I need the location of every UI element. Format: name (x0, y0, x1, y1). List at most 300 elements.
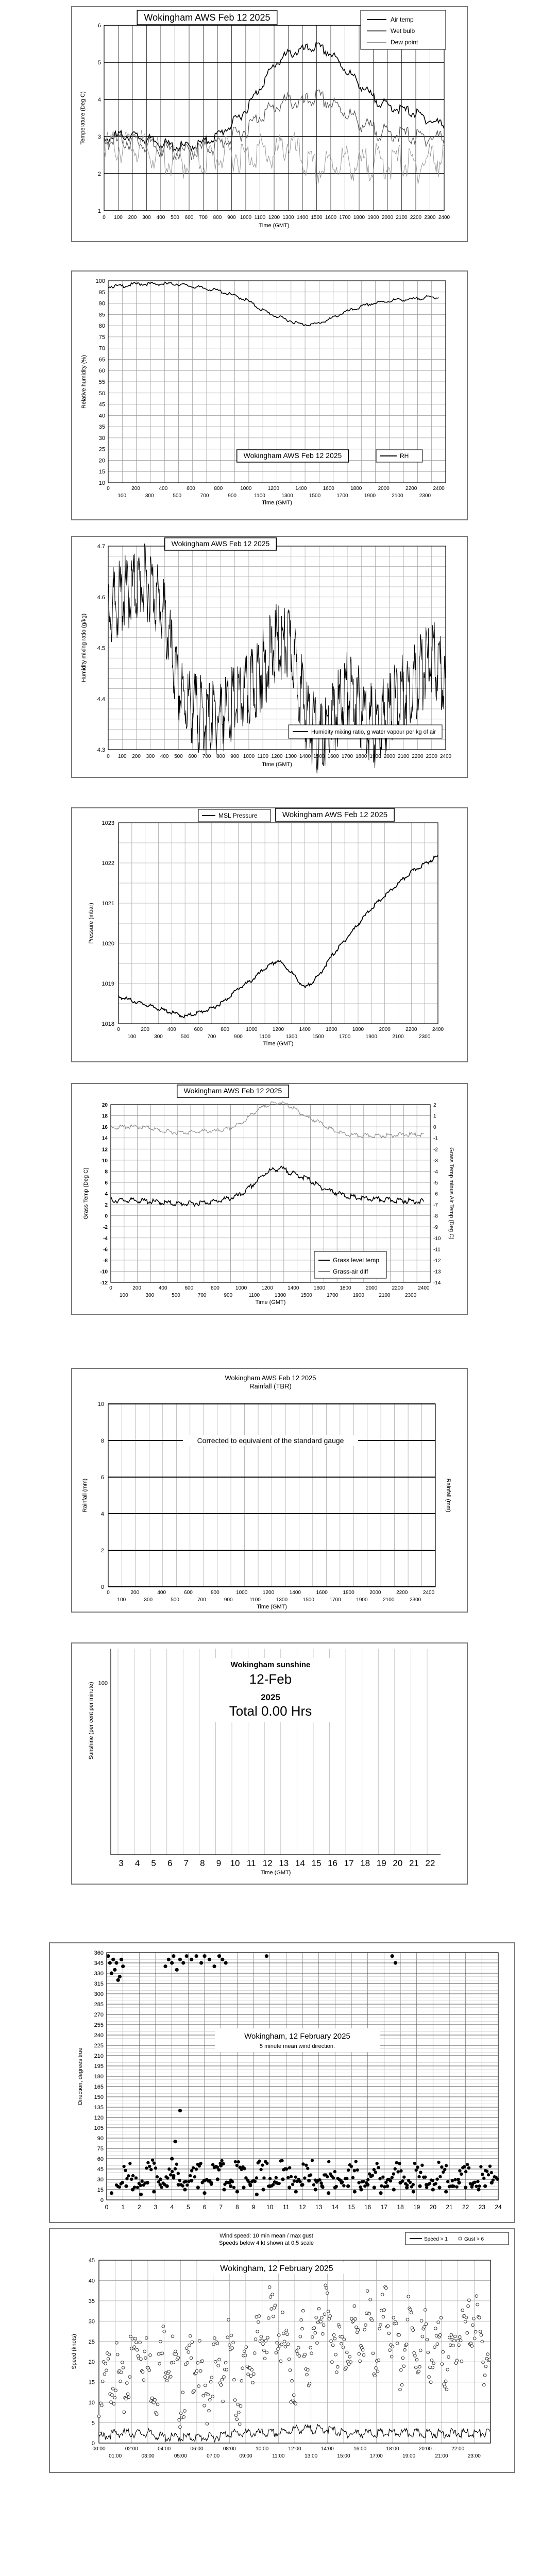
wind-direction-point (413, 2162, 416, 2165)
gust-point (103, 2372, 106, 2376)
wind-direction-point (178, 1958, 182, 1961)
x-tick-label: 900 (230, 754, 239, 759)
gust-point (385, 2286, 388, 2290)
y-tick-label: 225 (94, 2043, 104, 2049)
gust-point (461, 2309, 464, 2312)
gust-point (398, 2334, 401, 2337)
gust-point (378, 2327, 381, 2330)
gust-point (343, 2338, 346, 2341)
gust-point (174, 2350, 177, 2353)
wind-direction-point (229, 2184, 232, 2188)
x-tick-label: 1500 (312, 1034, 324, 1040)
wind-direction-point (440, 2165, 443, 2168)
gust-point (235, 2418, 239, 2421)
gust-point (470, 2345, 474, 2348)
x-tick-label: 400 (158, 1285, 167, 1291)
wind-speed-chart (50, 2229, 516, 2474)
gust-point (482, 2361, 485, 2364)
x-tick-label: 1400 (299, 754, 311, 759)
gust-point (107, 2358, 110, 2361)
chart-subtitle-line2: Speeds below 4 kt shown at 0.5 scale (218, 2240, 314, 2246)
y-tick-label: 45 (88, 2258, 95, 2264)
gust-point (363, 2328, 366, 2331)
x-tick-label: 2200 (396, 1590, 408, 1596)
x-tick-label: 1200 (261, 1285, 273, 1291)
gust-point (386, 2325, 390, 2328)
gust-point (207, 2393, 210, 2396)
wind-direction-point (319, 2181, 323, 2184)
y-tick-label: 4.5 (97, 645, 105, 652)
wind-direction-point (396, 2170, 399, 2173)
wind-direction-point (285, 2167, 288, 2171)
y-tick-label: 0 (105, 1213, 108, 1219)
gust-point (375, 2367, 378, 2370)
x-tick-label: 0 (109, 1285, 112, 1291)
x-tick-label: 10:00 (256, 2446, 269, 2452)
wind-direction-point (192, 2166, 195, 2170)
gust-point (399, 2388, 402, 2391)
gust-point (333, 2337, 336, 2340)
x-tick-label: 600 (184, 215, 194, 221)
pressure-chart (72, 808, 469, 1063)
x-tick-label: 06:00 (190, 2446, 204, 2452)
x-tick-label: 900 (234, 1034, 243, 1040)
gust-point (110, 2401, 113, 2404)
x-tick-label: 2200 (412, 754, 424, 759)
wind-direction-point (235, 2164, 239, 2167)
gust-point (453, 2335, 457, 2338)
y-tick-label-right: -7 (433, 1202, 438, 1209)
gust-point (460, 2360, 463, 2363)
wind-direction-point (175, 1968, 179, 1972)
wind-direction-point (221, 1958, 224, 1961)
chart-title: Wokingham AWS Feb 12 2025 (282, 810, 388, 819)
x-tick-label: 1700 (339, 1034, 351, 1040)
y-tick-label: 105 (94, 2125, 104, 2131)
x-tick-label: 1800 (340, 1285, 351, 1291)
wind-direction-point (248, 2183, 252, 2187)
x-tick-label: 2000 (365, 1285, 378, 1291)
wind-direction-point (178, 2109, 182, 2112)
gust-point (178, 2418, 181, 2421)
gust-point (277, 2334, 280, 2337)
wind-direction-point (170, 2157, 174, 2160)
gust-point (465, 2316, 468, 2319)
wind-direction-point (231, 2180, 234, 2183)
y-tick-label: 1023 (102, 820, 114, 826)
gust-point (179, 2426, 182, 2429)
wind-direction-point (118, 2185, 121, 2189)
gust-point (209, 2398, 212, 2401)
wind-direction-point (172, 1954, 175, 1958)
x-tick-label: 23:00 (467, 2453, 481, 2459)
y-tick-label: 16 (102, 1125, 108, 1131)
gust-point (156, 2403, 159, 2406)
gust-point (472, 2317, 476, 2320)
gust-point (251, 2381, 255, 2384)
wind-direction-point (460, 2173, 463, 2176)
wind-direction-point (290, 2175, 293, 2178)
gust-point (368, 2312, 371, 2315)
wind-direction-point (353, 2169, 356, 2172)
wind-direction-point (166, 2176, 169, 2179)
y-tick-label-right: -12 (433, 1258, 441, 1264)
gust-point (275, 2351, 278, 2354)
x-tick-label: 20 (429, 2204, 437, 2211)
y-tick-label: -8 (103, 1258, 108, 1264)
gust-point (144, 2357, 147, 2360)
x-tick-label: 11 (246, 1858, 256, 1868)
gust-point (412, 2329, 415, 2332)
x-tick-label: 400 (159, 486, 168, 492)
gust-point (425, 2323, 428, 2326)
wind-direction-point (199, 1961, 203, 1964)
gust-point (204, 2384, 207, 2387)
x-tick-label: 200 (131, 486, 140, 492)
gust-point (159, 2340, 162, 2343)
x-tick-label: 20 (393, 1858, 403, 1868)
y-tick-label: 2 (97, 171, 101, 177)
x-tick-label: 19:00 (402, 2453, 416, 2459)
x-tick-label: 8 (200, 1858, 205, 1868)
x-tick-label: 7 (183, 1858, 189, 1868)
gust-point (211, 2395, 214, 2398)
x-tick-label: 22:00 (451, 2446, 465, 2452)
x-tick-label: 05:00 (174, 2453, 187, 2459)
gust-point (221, 2378, 224, 2381)
wind-direction-point (154, 2166, 157, 2170)
wind-direction-point (170, 1961, 174, 1964)
x-tick-label: 500 (171, 1597, 179, 1603)
x-tick-label: 11:00 (272, 2453, 285, 2459)
x-tick-label: 200 (130, 1590, 140, 1596)
x-tick-label: 0 (107, 754, 110, 759)
grass-chart (72, 1084, 469, 1316)
gust-point (134, 2337, 137, 2340)
x-tick-label: 1400 (296, 215, 309, 221)
gust-point (282, 2332, 285, 2335)
gust-point (453, 2339, 456, 2342)
wind-direction-point (418, 2184, 421, 2188)
gust-point (111, 2394, 114, 2397)
wind-direction-point (152, 2190, 156, 2193)
x-tick-label: 1100 (249, 1597, 261, 1603)
wind-direction-point (261, 2163, 264, 2166)
gust-point (486, 2353, 489, 2356)
wind-direction-point (131, 2174, 134, 2177)
gust-point (458, 2344, 461, 2347)
gust-point (252, 2372, 256, 2376)
legend-label: Gust > 6 (464, 2236, 484, 2242)
gust-point (434, 2327, 437, 2330)
wind-direction-point (298, 2180, 301, 2183)
wind-direction-point (300, 2183, 304, 2187)
y-tick-label: 10 (102, 1158, 108, 1164)
x-tick-label: 10 (266, 2204, 274, 2211)
gust-point (201, 2360, 204, 2363)
gust-point (288, 2358, 291, 2361)
gust-point (163, 2330, 166, 2333)
wind-direction-point (357, 2181, 360, 2184)
gust-point (128, 2376, 131, 2379)
wind-direction-point (139, 2184, 142, 2187)
gust-point (334, 2353, 337, 2356)
x-tick-label: 1100 (254, 215, 266, 221)
gust-point (233, 2399, 236, 2402)
gust-point (224, 2361, 227, 2364)
y-axis-label: Relative humidity (%) (81, 355, 87, 409)
wind-direction-point (111, 1958, 115, 1961)
y-tick-label: 1020 (102, 941, 114, 947)
y-tick-label: 6 (105, 1180, 108, 1186)
x-tick-label: 2300 (419, 493, 431, 499)
x-tick-label: 1500 (309, 493, 321, 499)
y-tick-label: 195 (94, 2063, 104, 2070)
wind-direction-point (114, 1961, 118, 1964)
gust-point (340, 2342, 343, 2345)
gust-point (164, 2376, 167, 2379)
x-tick-label: 600 (184, 1285, 194, 1291)
x-tick-label: 13 (279, 1858, 289, 1868)
gust-point (225, 2368, 228, 2371)
y-tick-label: 4.7 (97, 544, 105, 550)
wind-direction-point (399, 2170, 402, 2173)
wind-direction-point (420, 2164, 424, 2167)
gust-point (346, 2351, 349, 2354)
y-axis-label: Humidity mixing ratio (g/kg) (81, 613, 87, 683)
x-tick-label: 14 (295, 1858, 305, 1868)
gust-point (187, 2351, 190, 2354)
x-tick-label: 1900 (365, 1034, 377, 1040)
wind-direction-point (175, 2163, 178, 2166)
y-axis-label: Pressure (mbar) (88, 903, 94, 944)
y-tick-label: 30 (97, 2177, 104, 2183)
gust-point (266, 2336, 269, 2340)
y-tick-label: 100 (98, 1680, 108, 1687)
x-tick-label: 1300 (281, 493, 293, 499)
gust-point (262, 2343, 265, 2346)
x-tick-label: 700 (202, 754, 211, 759)
y-axis-label: Sunshine (per cent per minute) (88, 1682, 94, 1760)
wind-direction-point (235, 2190, 239, 2193)
gust-point (195, 2369, 198, 2372)
wind-direction-point (156, 2175, 159, 2178)
x-tick-label: 2000 (378, 486, 390, 492)
gust-point (335, 2371, 339, 2374)
gust-point (236, 2403, 240, 2406)
chart-subtitle: 5 minute mean wind direction. (259, 2043, 335, 2049)
x-tick-label: 1700 (327, 1293, 339, 1298)
wind-direction-point (414, 2168, 417, 2172)
wind-direction-point (151, 2158, 154, 2161)
x-tick-label: 800 (211, 1285, 219, 1291)
y-tick-label: 4.3 (97, 747, 105, 753)
gust-point (227, 2318, 230, 2321)
wind-direction-point (259, 2168, 262, 2171)
wind-direction-point (359, 2188, 363, 2191)
gust-point (135, 2341, 138, 2344)
wind-direction-point (181, 2184, 184, 2188)
gust-point (435, 2334, 438, 2337)
wind-direction-point (127, 2174, 130, 2177)
wind-direction-point (445, 2164, 448, 2167)
y-tick-label-right: 2 (433, 1103, 436, 1108)
y-tick-label: 3 (97, 134, 101, 140)
wind-direction-point (435, 2177, 438, 2180)
gust-point (285, 2329, 288, 2332)
wind-direction-point (110, 1971, 113, 1975)
y-tick-label: 1022 (102, 860, 114, 867)
wind-direction-point (375, 2162, 378, 2165)
x-tick-label: 700 (199, 215, 208, 221)
chart-title: Wokingham sunshine (230, 1660, 311, 1669)
gust-point (299, 2335, 302, 2338)
chart-panel-pressure (71, 807, 468, 1062)
wind-direction-point (333, 2185, 337, 2189)
gust-point (286, 2333, 289, 2336)
y-tick-label: 345 (94, 1960, 104, 1967)
wind-direction-point (405, 2185, 409, 2189)
wind-direction-point (195, 2167, 198, 2171)
gust-point (186, 2361, 189, 2364)
x-tick-label: 13 (315, 2204, 323, 2211)
x-tick-label: 1100 (248, 1293, 260, 1298)
x-tick-label: 1100 (259, 1034, 270, 1040)
y-tick-label: 18 (102, 1113, 108, 1120)
wind-direction-point (428, 2182, 431, 2185)
wind-direction-point (303, 2176, 306, 2179)
y-tick-label: 45 (98, 401, 105, 408)
y-tick-label: 1018 (102, 1021, 114, 1027)
gust-point (439, 2316, 443, 2319)
y-tick-label: 15 (88, 2379, 95, 2386)
gust-point (326, 2292, 329, 2295)
legend-label: MSL Pressure (218, 812, 258, 819)
mixing-ratio-chart (72, 537, 469, 779)
x-tick-label: 500 (180, 1034, 190, 1040)
y-tick-label: 70 (98, 345, 105, 352)
y-tick-label: 300 (94, 1991, 104, 1997)
y-tick-label: 80 (98, 323, 105, 330)
gust-point (313, 2327, 316, 2330)
x-tick-label: 18:00 (386, 2446, 399, 2452)
wind-direction-point (190, 2179, 193, 2182)
x-tick-label: 200 (128, 215, 137, 221)
wind-direction-point (145, 2166, 148, 2170)
gust-point (332, 2333, 335, 2336)
x-tick-label: 0 (103, 215, 106, 221)
x-tick-label: 16 (328, 1858, 337, 1868)
chart-total: Total 0.00 Hrs (229, 1703, 312, 1719)
gust-point (399, 2368, 402, 2371)
wind-direction-point (342, 2184, 345, 2187)
wind-direction-point (121, 1964, 125, 1968)
wind-direction-point (444, 2190, 448, 2193)
wind-direction-point (131, 2188, 134, 2191)
x-tick-label: 04:00 (158, 2446, 171, 2452)
gust-point (432, 2362, 435, 2365)
x-tick-label: 800 (211, 1590, 219, 1596)
chart-panel-mixing-ratio (71, 536, 468, 778)
y-tick-label: 5 (97, 60, 101, 66)
gust-point (467, 2304, 470, 2308)
gust-point (256, 2330, 259, 2333)
x-tick-label: 18 (397, 2204, 404, 2211)
gust-point (413, 2351, 416, 2354)
wind-direction-point (116, 1978, 120, 1982)
y-tick-label: -12 (100, 1280, 108, 1286)
x-tick-label: 2100 (383, 1597, 395, 1603)
wind-direction-point (293, 2179, 296, 2182)
x-tick-label: 1600 (316, 1590, 328, 1596)
x-tick-label: 300 (144, 1597, 153, 1603)
wind-direction-point (457, 2178, 460, 2181)
gust-point (283, 2340, 286, 2343)
x-tick-label: 1600 (326, 1027, 337, 1032)
gust-point (145, 2336, 148, 2340)
x-tick-label: 1000 (236, 1590, 248, 1596)
wind-direction-point (373, 2185, 376, 2189)
gust-point (209, 2380, 212, 2383)
y-tick-label: 15 (98, 469, 105, 476)
wind-direction-point (120, 1958, 123, 1961)
x-tick-label: 11 (283, 2204, 290, 2211)
y-tick-label: 2 (100, 1548, 104, 1554)
gust-point (362, 2353, 365, 2357)
x-axis-label: Time (GMT) (257, 1604, 287, 1610)
wind-direction-point (184, 2180, 187, 2183)
y-tick-label-right: 1 (433, 1113, 436, 1120)
wind-direction-point (121, 2181, 124, 2184)
x-tick-label: 3 (119, 1858, 124, 1868)
gust-point (279, 2360, 282, 2363)
y-tick-label: 1021 (102, 901, 114, 907)
y-tick-label: 55 (98, 379, 105, 385)
gust-point (253, 2352, 256, 2355)
y-tick-label: 6 (97, 23, 101, 29)
gust-point (364, 2324, 367, 2327)
gust-point (189, 2334, 192, 2337)
wind-direction-point (464, 2170, 467, 2173)
wind-direction-point (417, 2175, 420, 2178)
y-tick-label: 1019 (102, 981, 114, 987)
x-tick-label: 1200 (272, 1027, 284, 1032)
wind-direction-point (464, 2185, 467, 2189)
y-tick-label: 12 (102, 1147, 108, 1153)
y-tick-label-right: -9 (433, 1225, 438, 1231)
gust-point (358, 2352, 361, 2355)
wind-direction-point (475, 2184, 478, 2188)
x-tick-label: 200 (132, 754, 141, 759)
gust-point (359, 2360, 362, 2363)
x-tick-label: 100 (117, 1597, 126, 1603)
series-line-grass-air-diff (111, 1101, 424, 1138)
gust-point (250, 2368, 253, 2371)
gust-point (171, 2335, 174, 2338)
x-tick-label: 1500 (313, 754, 325, 759)
x-tick-label: 16:00 (353, 2446, 367, 2452)
gust-point (410, 2311, 413, 2314)
legend-label: Speed > 1 (424, 2236, 448, 2242)
x-tick-label: 1 (121, 2204, 125, 2211)
wind-direction-point (174, 2167, 177, 2170)
x-axis-label: Time (GMT) (255, 1299, 286, 1306)
wind-direction-point (139, 2193, 143, 2196)
y-tick-label: 240 (94, 2032, 104, 2039)
x-tick-label: 1000 (240, 215, 252, 221)
y-tick-label: 10 (98, 480, 105, 486)
y-tick-label: 210 (94, 2053, 104, 2059)
